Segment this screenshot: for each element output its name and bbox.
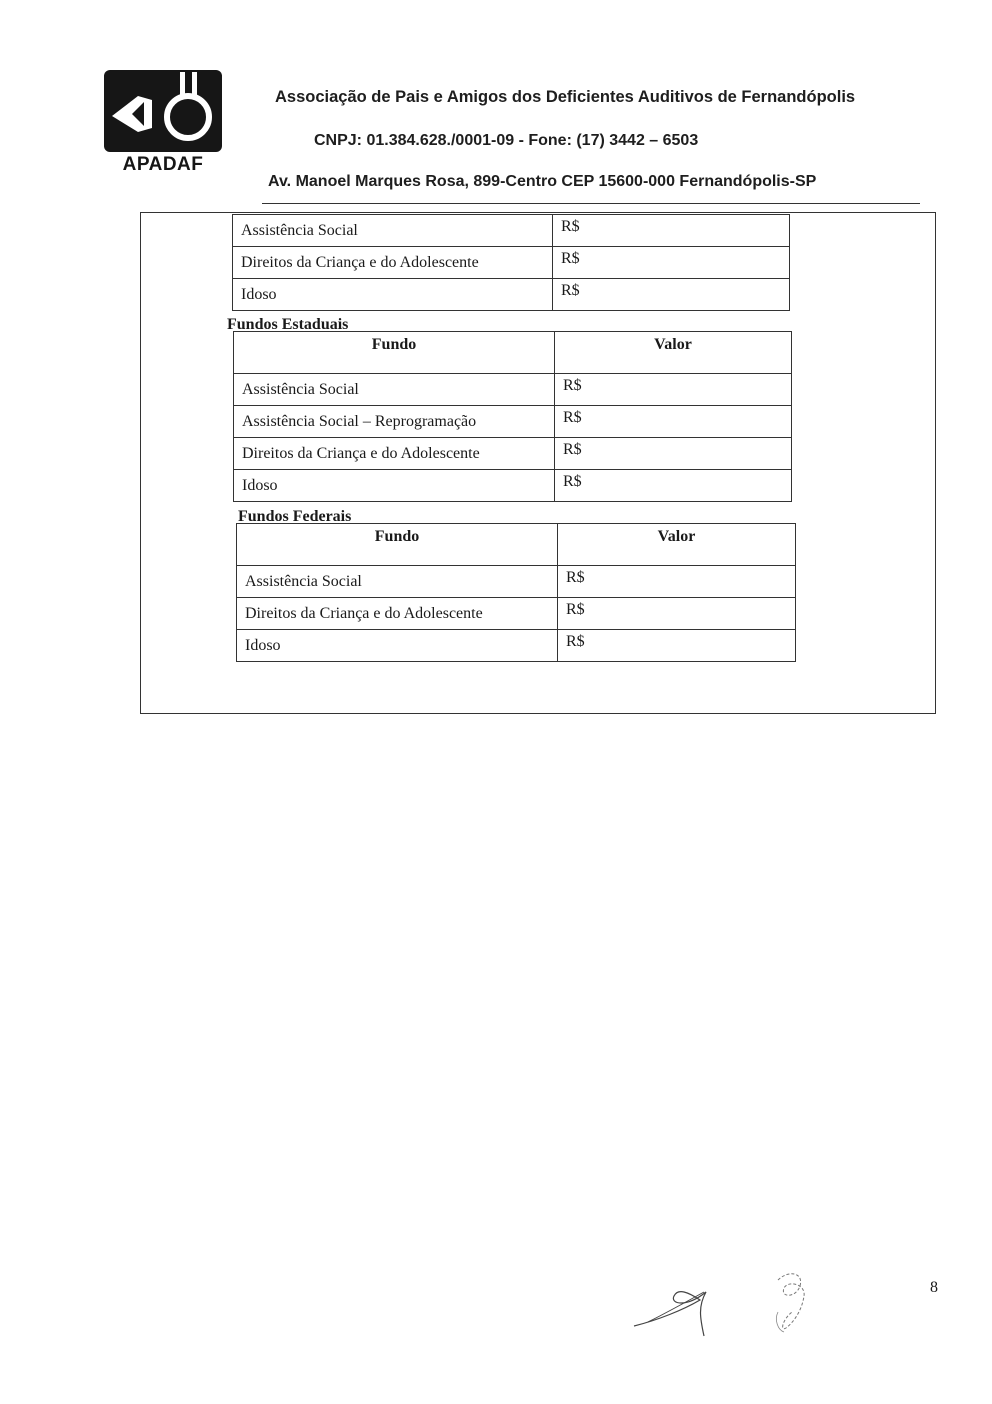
municipal-funds-table xyxy=(232,214,790,311)
fund-value: R$ xyxy=(553,247,790,279)
fund-value: R$ xyxy=(558,566,796,598)
fund-name: Assistência Social xyxy=(237,566,558,598)
fund-name: Idoso xyxy=(234,470,555,502)
column-header-fundo: Fundo xyxy=(237,524,558,566)
organization-name: Associação de Pais e Amigos dos Deficientes Auditivos de Fernandópolis xyxy=(275,88,856,106)
column-header-fundo: Fundo xyxy=(234,332,555,374)
fund-name: Assistência Social xyxy=(234,374,555,406)
table-header-row xyxy=(234,332,792,374)
page-number: 8 xyxy=(930,1279,938,1296)
fund-value: R$ xyxy=(555,438,792,470)
table-row xyxy=(237,566,796,598)
fund-name: Direitos da Criança e do Adolescente xyxy=(237,598,558,630)
logo-text: APADAF xyxy=(122,154,204,175)
table-header-row xyxy=(237,524,796,566)
ear-emblem-icon xyxy=(104,70,222,152)
apadaf-logo xyxy=(104,70,222,178)
state-funds-table xyxy=(233,331,792,502)
fund-value: R$ xyxy=(555,470,792,502)
fund-name: Direitos da Criança e do Adolescente xyxy=(233,247,553,279)
fund-name: Idoso xyxy=(237,630,558,662)
fund-value: R$ xyxy=(555,374,792,406)
fund-name: Direitos da Criança e do Adolescente xyxy=(234,438,555,470)
fund-name: Assistência Social – Reprogramação xyxy=(234,406,555,438)
federal-funds-title: Fundos Federais xyxy=(238,508,352,525)
fund-name: Assistência Social xyxy=(233,215,553,247)
table-row xyxy=(233,215,790,247)
logo-emblem xyxy=(104,70,222,152)
table-row xyxy=(234,470,792,502)
cnpj-phone-line: CNPJ: 01.384.628./0001-09 - Fone: (17) 3442 – 6503 xyxy=(314,132,699,149)
state-funds-title: Fundos Estaduais xyxy=(227,316,349,333)
fund-value: R$ xyxy=(558,630,796,662)
table-row xyxy=(234,406,792,438)
fund-value: R$ xyxy=(555,406,792,438)
table-row xyxy=(234,374,792,406)
federal-funds-table xyxy=(236,523,796,662)
table-row xyxy=(237,630,796,662)
fund-value: R$ xyxy=(558,598,796,630)
table-row xyxy=(233,247,790,279)
fund-value: R$ xyxy=(553,279,790,311)
fund-name: Idoso xyxy=(233,279,553,311)
column-header-valor: Valor xyxy=(558,524,796,566)
signature-icon xyxy=(628,1262,828,1342)
address-line: Av. Manoel Marques Rosa, 899-Centro CEP 15600-000 Fernandópolis-SP xyxy=(268,173,817,190)
handwritten-initials xyxy=(628,1262,828,1347)
column-header-valor: Valor xyxy=(555,332,792,374)
table-row xyxy=(234,438,792,470)
fund-value: R$ xyxy=(553,215,790,247)
header-divider xyxy=(262,203,920,204)
table-row xyxy=(233,279,790,311)
table-row xyxy=(237,598,796,630)
